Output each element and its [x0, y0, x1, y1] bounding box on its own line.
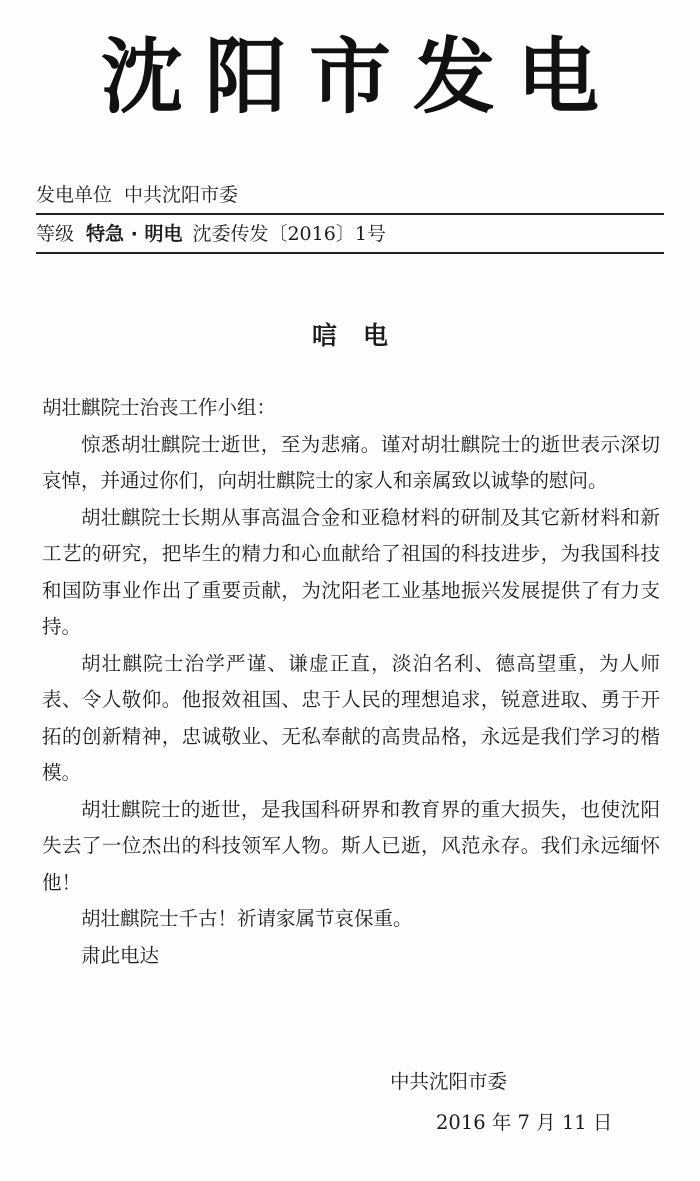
paragraph: 胡壮麒院士长期从事高温合金和亚稳材料的研制及其它新材料和新工艺的研究，把毕生的精力和心血献给了祖国的科技进步，为我国科技和国防事业作出了重要贡献，为沈阳老工业基地振兴发展提供了有力支持。: [42, 505, 660, 638]
signer: 中共沈阳市委: [390, 1070, 508, 1093]
doc-number: 沈委传发〔2016〕1号: [192, 223, 386, 245]
paragraph: 胡壮麒院士的逝世，是我国科研界和教育界的重大损失，也使沈阳失去了一位杰出的科技领军人物。斯人已逝，风范永存。我们永远缅怀他！: [42, 797, 660, 894]
document-title: 唁电: [311, 321, 414, 350]
issuer-value: 中共沈阳市委: [124, 184, 239, 206]
grade-label: 等级: [36, 223, 75, 245]
issuer-label: 发电单位: [36, 184, 113, 206]
grade-value: 特急 · 明电: [86, 223, 183, 245]
paragraph: 惊悉胡壮麒院士逝世，至为悲痛。谨对胡壮麒院士的逝世表示深切哀悼，并通过你们，向胡壮麒院士的家人和亲属致以诚挚的慰问。: [42, 432, 660, 492]
issuer-line: [36, 183, 238, 207]
divider-bottom: [36, 252, 664, 254]
closing-phrase: 肃此电达: [81, 943, 160, 967]
closing-line: 胡壮麒院士千古！祈请家属节哀保重。: [81, 907, 413, 930]
grade-line: [36, 222, 386, 246]
paragraph: 胡壮麒院士治学严谨、谦虚正直，淡泊名利、德高望重，为人师表、令人敬仰。他报效祖国、忠于人民的理想追求，锐意进取、勇于开拓的创新精神，忠诚敬业、无私奉献的高贵品格，永远是我们学习的楷模。: [42, 651, 660, 784]
salutation: 胡壮麒院士治丧工作小组：: [42, 396, 277, 419]
divider-top: [36, 213, 664, 215]
message-body: [42, 390, 660, 974]
masthead-title: 沈阳市发电: [100, 30, 621, 125]
date: 2016 年 7 月 11 日: [436, 1111, 613, 1134]
